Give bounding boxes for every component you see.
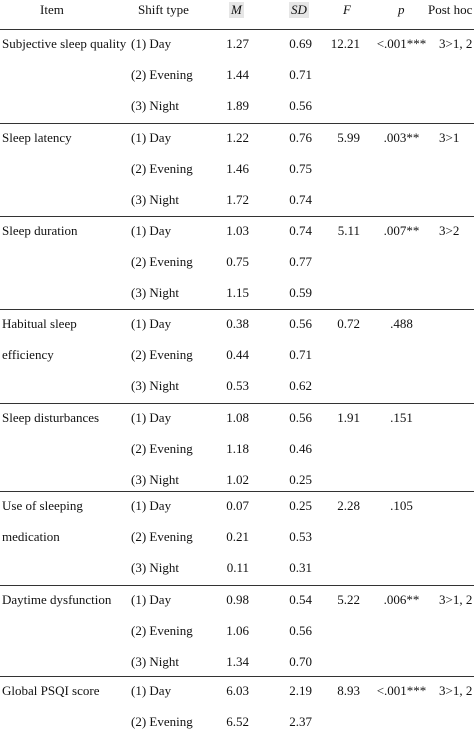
sd-value: 0.75 <box>289 161 312 176</box>
f-value: 5.99 <box>337 130 360 145</box>
sd-value: 0.56 <box>289 98 312 113</box>
p-value: .003** <box>383 130 420 145</box>
sd-value: 0.25 <box>289 472 312 487</box>
sd-value: 0.56 <box>289 623 312 638</box>
item-name: Sleep latency <box>2 130 72 145</box>
group-divider <box>0 676 474 677</box>
p-value: <.001*** <box>376 36 427 51</box>
f-value: 8.93 <box>337 683 360 698</box>
p-value: .105 <box>390 498 413 513</box>
sd-value: 0.77 <box>289 254 312 269</box>
shift-type: (2) Evening <box>131 347 193 362</box>
mean-value: 0.11 <box>226 560 249 575</box>
sd-value: 0.59 <box>289 285 312 300</box>
sd-value: 2.19 <box>289 683 312 698</box>
shift-type: (1) Day <box>131 36 172 51</box>
shift-type: (1) Day <box>131 130 172 145</box>
shift-type: (3) Night <box>131 378 180 393</box>
item-name: efficiency <box>2 347 54 362</box>
post-hoc-value: 3>1, 2 <box>439 36 473 51</box>
shift-type: (1) Day <box>131 223 172 238</box>
f-value: 1.91 <box>337 410 360 425</box>
mean-value: 1.18 <box>226 441 249 456</box>
sd-value: 0.62 <box>289 378 312 393</box>
mean-value: 0.38 <box>226 316 249 331</box>
sd-value: 0.74 <box>289 192 312 207</box>
item-name: medication <box>2 529 60 544</box>
sd-value: 2.37 <box>289 714 312 729</box>
sd-value: 0.74 <box>289 223 312 238</box>
f-value: 5.11 <box>337 223 360 238</box>
header-p: p <box>398 2 405 17</box>
header-mean: M <box>231 2 242 17</box>
f-value: 0.72 <box>337 316 360 331</box>
sd-value: 0.70 <box>289 654 312 669</box>
header-item: Item <box>40 2 64 17</box>
mean-value: 0.53 <box>226 378 249 393</box>
shift-type: (2) Evening <box>131 254 193 269</box>
header-sd: SD <box>291 2 307 17</box>
item-name: Global PSQI score <box>2 683 100 698</box>
mean-value: 1.27 <box>226 36 249 51</box>
sd-value: 0.56 <box>289 316 312 331</box>
f-value: 2.28 <box>337 498 360 513</box>
sd-value: 0.71 <box>289 67 312 82</box>
mean-value: 0.21 <box>226 529 249 544</box>
table-header <box>0 0 474 30</box>
sd-value: 0.69 <box>289 36 312 51</box>
sd-value: 0.31 <box>289 560 312 575</box>
mean-value: 1.22 <box>226 130 249 145</box>
mean-value: 6.52 <box>226 714 249 729</box>
shift-type: (2) Evening <box>131 441 193 456</box>
group-divider <box>0 216 474 217</box>
mean-value: 0.75 <box>226 254 249 269</box>
p-value: <.001*** <box>376 683 427 698</box>
mean-value: 0.44 <box>226 347 249 362</box>
mean-value: 1.03 <box>226 223 249 238</box>
p-value: .488 <box>390 316 413 331</box>
p-value: .006** <box>383 592 420 607</box>
sd-value: 0.25 <box>289 498 312 513</box>
group-divider <box>0 491 474 492</box>
shift-type: (2) Evening <box>131 67 193 82</box>
p-value: .007** <box>383 223 420 238</box>
post-hoc-value: 3>1, 2 <box>439 592 473 607</box>
f-value: 5.22 <box>337 592 360 607</box>
sd-value: 0.56 <box>289 410 312 425</box>
shift-type: (1) Day <box>131 410 172 425</box>
shift-type: (3) Night <box>131 654 180 669</box>
item-name: Sleep disturbances <box>2 410 100 425</box>
mean-value: 1.06 <box>226 623 249 638</box>
f-value: 12.21 <box>330 36 360 51</box>
shift-type: (1) Day <box>131 683 172 698</box>
header-post-hoc: Post hoc <box>428 2 473 17</box>
mean-value: 1.15 <box>226 285 249 300</box>
shift-type: (1) Day <box>131 316 172 331</box>
post-hoc-value: 3>2 <box>439 223 460 238</box>
sd-value: 0.53 <box>289 529 312 544</box>
mean-value: 1.89 <box>226 98 249 113</box>
mean-value: 1.08 <box>226 410 249 425</box>
header-f: F <box>343 2 351 17</box>
shift-type: (3) Night <box>131 560 180 575</box>
group-divider <box>0 29 474 30</box>
item-name: Habitual sleep <box>2 316 77 331</box>
post-hoc-value: 3>1 <box>439 130 460 145</box>
mean-value: 6.03 <box>226 683 249 698</box>
mean-value: 0.07 <box>226 498 249 513</box>
sd-value: 0.76 <box>289 130 312 145</box>
shift-type: (2) Evening <box>131 529 193 544</box>
item-name: Use of sleeping <box>2 498 83 513</box>
mean-value: 0.98 <box>226 592 249 607</box>
shift-type: (2) Evening <box>131 161 193 176</box>
group-divider <box>0 123 474 124</box>
mean-value: 1.44 <box>226 67 249 82</box>
shift-type: (3) Night <box>131 472 180 487</box>
mean-value: 1.02 <box>226 472 249 487</box>
header-shift-type: Shift type <box>138 2 189 17</box>
item-name: Subjective sleep quality <box>2 36 127 51</box>
item-name: Daytime dysfunction <box>2 592 112 607</box>
mean-value: 1.46 <box>226 161 249 176</box>
mean-value: 1.72 <box>226 192 249 207</box>
shift-type: (3) Night <box>131 98 180 113</box>
group-divider <box>0 403 474 404</box>
shift-type: (3) Night <box>131 285 180 300</box>
shift-type: (2) Evening <box>131 623 193 638</box>
group-divider <box>0 585 474 586</box>
sd-value: 0.46 <box>289 441 312 456</box>
shift-type: (2) Evening <box>131 714 193 729</box>
sd-value: 0.71 <box>289 347 312 362</box>
group-divider <box>0 309 474 310</box>
shift-type: (3) Night <box>131 192 180 207</box>
item-name: Sleep duration <box>2 223 78 238</box>
post-hoc-value: 3>1, 2 <box>439 683 473 698</box>
sd-value: 0.54 <box>289 592 312 607</box>
shift-type: (1) Day <box>131 498 172 513</box>
shift-type: (1) Day <box>131 592 172 607</box>
mean-value: 1.34 <box>226 654 249 669</box>
p-value: .151 <box>390 410 413 425</box>
